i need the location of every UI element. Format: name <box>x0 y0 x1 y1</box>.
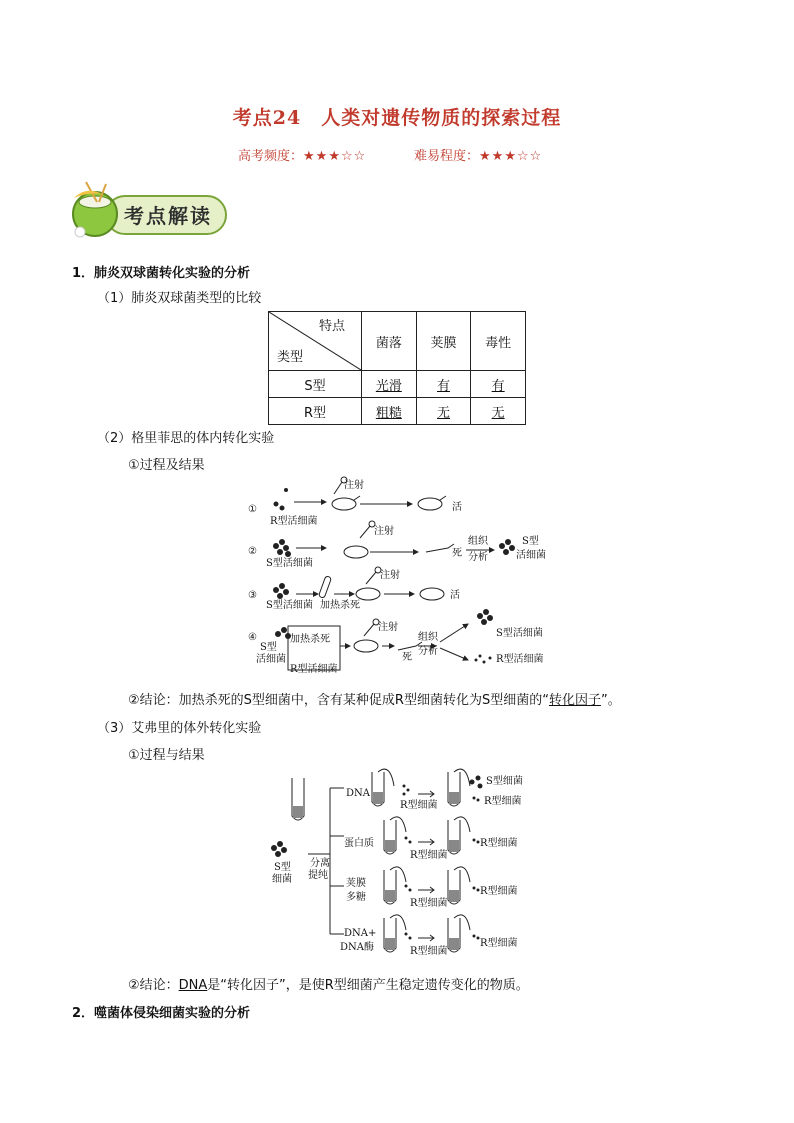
table-cell: 有 <box>416 371 471 398</box>
table-cell: S型 <box>269 371 362 398</box>
r-live-label: R型活细菌 <box>290 664 338 675</box>
table-cell: 无 <box>471 398 526 425</box>
table-header-cell: 菌落 <box>362 312 417 371</box>
frequency-rating <box>238 145 366 164</box>
table-cell: R型 <box>269 398 362 425</box>
separate-label: 分离 <box>310 858 330 869</box>
step-number: ③ <box>248 590 257 601</box>
protein-label: 蛋白质 <box>344 838 374 849</box>
s-type-label: S型 <box>260 642 277 653</box>
table-corner-cell <box>269 312 362 371</box>
polysaccharide-label: 多糖 <box>346 892 366 903</box>
table-header-cell: 毒性 <box>471 312 526 371</box>
conclusion-2 <box>128 974 529 993</box>
s-live-label: S型活细菌 <box>266 600 313 611</box>
banner-label: 考点解读 <box>124 204 212 228</box>
subsection-2-step: ①过程及结果 <box>128 458 205 473</box>
tissue-label: 组织 <box>468 536 488 547</box>
s-type-label: S型 <box>274 862 291 873</box>
difficulty-stars: ★★★☆☆ <box>479 149 543 164</box>
heat-kill-label: 加热杀死 <box>290 634 330 645</box>
tissue-label: 组织 <box>418 632 438 643</box>
inject-label: 注射 <box>378 622 398 633</box>
subsection-3-step: ①过程与结果 <box>128 748 205 763</box>
conclusion-1-text: ②结论：加热杀死的S型细菌中，含有某种促成R型细菌转化为S型细菌的“ <box>128 693 549 708</box>
dna-label: DNA <box>346 788 370 799</box>
analysis-label: 分析 <box>418 646 438 657</box>
page-title: 考点24 人类对遗传物质的探索过程 <box>232 107 562 129</box>
avery-experiment-figure <box>266 766 536 960</box>
conclusion-1-end: ”。 <box>600 693 621 708</box>
step-number: ① <box>248 504 257 515</box>
table-cell: 光滑 <box>362 371 417 398</box>
s-output-label: S型活细菌 <box>496 628 543 639</box>
r-cells-label: R型细菌 <box>484 796 522 807</box>
conclusion-2-end: 是“转化因子”，是使R型细菌产生稳定遗传变化的物质。 <box>207 978 529 993</box>
r-cells-label: R型细菌 <box>480 886 518 897</box>
conclusion-1-key: 转化因子 <box>548 693 601 708</box>
section-2-heading: 2．噬菌体侵染细菌实验的分析 <box>72 1006 251 1021</box>
section-1-heading: 1．肺炎双球菌转化实验的分析 <box>72 266 251 281</box>
dead-label: 死 <box>402 652 412 663</box>
conclusion-1 <box>128 689 621 708</box>
live-label: 活 <box>450 590 460 601</box>
s-cells-label: 活细菌 <box>256 654 286 665</box>
difficulty-label: 难易程度： <box>414 149 480 164</box>
s-live-label: S型活细菌 <box>266 558 313 569</box>
analysis-label: 分析 <box>468 552 488 563</box>
section-banner <box>66 180 231 242</box>
dna-plus-label: DNA+ <box>344 928 377 939</box>
inject-label: 注射 <box>344 480 364 491</box>
frequency-stars: ★★★☆☆ <box>303 149 367 164</box>
cells-label: 细菌 <box>272 874 292 885</box>
dnase-label: DNA酶 <box>340 942 374 953</box>
r-output-label: R型活细菌 <box>496 654 544 665</box>
live-label: 活 <box>452 502 462 513</box>
corner-top-label: 特点 <box>318 319 345 334</box>
r-cells-label: R型细菌 <box>410 850 448 861</box>
r-cells-label: R型细菌 <box>410 946 448 957</box>
corner-bottom-label: 类型 <box>277 350 304 365</box>
s-type-label: S型 <box>522 536 539 547</box>
heat-kill-label: 加热杀死 <box>320 600 360 611</box>
comparison-table <box>268 311 526 425</box>
s-cells-label: 活细菌 <box>516 550 546 561</box>
inject-label: 注射 <box>374 526 394 537</box>
inject-label: 注射 <box>380 570 400 581</box>
step-number: ② <box>248 546 257 557</box>
griffith-experiment-figure <box>240 474 560 684</box>
r-live-label: R型活细菌 <box>270 516 318 527</box>
table-row <box>269 398 526 425</box>
table-row <box>269 371 526 398</box>
frequency-label: 高考频度： <box>238 149 304 164</box>
purify-label: 提纯 <box>308 870 328 881</box>
r-cells-label: R型细菌 <box>480 938 518 949</box>
difficulty-rating <box>414 145 542 164</box>
table-cell: 粗糙 <box>362 398 417 425</box>
r-cells-label: R型细菌 <box>480 838 518 849</box>
table-cell: 有 <box>471 371 526 398</box>
conclusion-2-text: ②结论： <box>128 978 179 993</box>
r-cells-label: R型细菌 <box>400 800 438 811</box>
s-cells-label: S型细菌 <box>486 776 523 787</box>
subsection-1-heading: （1）肺炎双球菌类型的比较 <box>97 291 262 306</box>
capsule-label: 荚膜 <box>346 878 366 889</box>
table-header-row <box>269 312 526 371</box>
dead-label: 死 <box>452 548 462 559</box>
subsection-2-heading: （2）格里菲思的体内转化实验 <box>97 431 275 446</box>
r-cells-label: R型细菌 <box>410 898 448 909</box>
table-header-cell: 荚膜 <box>416 312 471 371</box>
subsection-3-heading: （3）艾弗里的体外转化实验 <box>97 721 262 736</box>
conclusion-2-key: DNA <box>178 978 208 993</box>
table-cell: 无 <box>416 398 471 425</box>
step-number: ④ <box>248 632 257 643</box>
